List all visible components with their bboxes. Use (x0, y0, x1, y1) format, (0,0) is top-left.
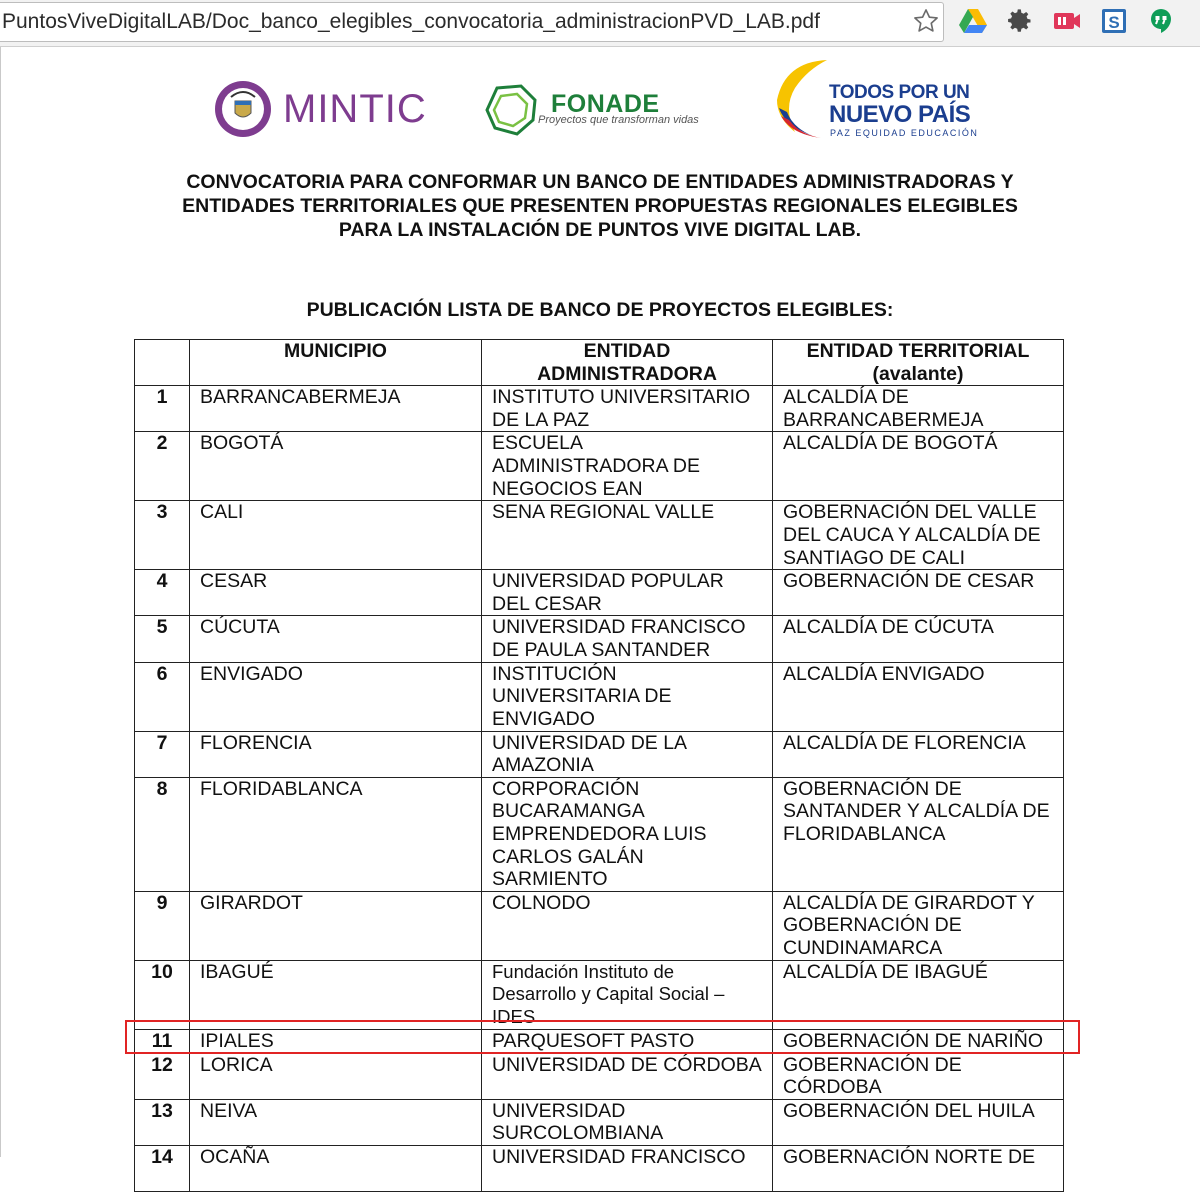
row-number: 4 (135, 570, 190, 616)
table-row (135, 386, 1064, 432)
star-icon[interactable] (911, 6, 941, 36)
table-row (135, 1029, 1064, 1053)
entidad-territorial-cell: ALCALDÍA DE FLORENCIA (773, 731, 1064, 777)
entidad-administradora-cell: UNIVERSIDAD DE LA AMAZONIA (482, 731, 773, 777)
url-text: PuntosViveDigitalLAB/Doc_banco_elegibles_convocatoria_administracionPVD_LAB.pdf (2, 10, 820, 33)
row-number: 13 (135, 1099, 190, 1145)
tpnp-logo-line1: TODOS POR UN (829, 82, 970, 103)
table-row (135, 960, 1064, 1029)
header-number (135, 340, 190, 386)
entidad-administradora-cell: COLNODO (482, 891, 773, 960)
tpnp-logo-line2: NUEVO PAÍS (829, 101, 971, 128)
eligible-projects-table (134, 339, 1064, 1192)
table-row (135, 616, 1064, 662)
header-municipio: MUNICIPIO (190, 340, 482, 386)
row-number: 6 (135, 662, 190, 731)
entidad-administradora-cell: UNIVERSIDAD FRANCISCO DE PAULA SANTANDER (482, 616, 773, 662)
entidad-territorial-cell: ALCALDÍA DE IBAGUÉ (773, 960, 1064, 1029)
fonade-tagline: Proyectos que transforman vidas (538, 114, 699, 126)
screencast-icon[interactable] (1052, 6, 1082, 36)
entidad-territorial-cell: GOBERNACIÓN DE CÓRDOBA (773, 1053, 1064, 1099)
entidad-territorial-cell: ALCALDÍA DE GIRARDOT Y GOBERNACIÓN DE CUNDINAMARCA (773, 891, 1064, 960)
municipio-cell: FLORIDABLANCA (190, 777, 482, 891)
entidad-administradora-cell: INSTITUTO UNIVERSITARIO DE LA PAZ (482, 386, 773, 432)
gear-icon[interactable] (1005, 6, 1035, 36)
entidad-administradora-cell: UNIVERSIDAD POPULAR DEL CESAR (482, 570, 773, 616)
table-row (135, 731, 1064, 777)
municipio-cell: IPIALES (190, 1029, 482, 1053)
entidad-administradora-cell: ESCUELA ADMINISTRADORA DE NEGOCIOS EAN (482, 432, 773, 501)
table-row (135, 1053, 1064, 1099)
municipio-cell: FLORENCIA (190, 731, 482, 777)
entidad-territorial-cell: ALCALDÍA DE CÚCUTA (773, 616, 1064, 662)
row-number: 2 (135, 432, 190, 501)
municipio-cell: CÚCUTA (190, 616, 482, 662)
table-row (135, 570, 1064, 616)
table-row (135, 1099, 1064, 1145)
municipio-cell: IBAGUÉ (190, 960, 482, 1029)
row-number: 3 (135, 501, 190, 570)
colombia-seal-icon (211, 79, 277, 139)
municipio-cell: GIRARDOT (190, 891, 482, 960)
browser-toolbar (0, 0, 1200, 47)
hangouts-icon[interactable] (1146, 6, 1176, 36)
municipio-cell: ENVIGADO (190, 662, 482, 731)
municipio-cell: NEIVA (190, 1099, 482, 1145)
entidad-administradora-cell: UNIVERSIDAD DE CÓRDOBA (482, 1053, 773, 1099)
fonade-logo-text: FONADE (551, 90, 660, 118)
header-entidad-territorial: ENTIDAD TERRITORIAL (avalante) (773, 340, 1064, 386)
entidad-territorial-cell: GOBERNACIÓN DEL VALLE DEL CAUCA Y ALCALDÍA DE SANTIAGO DE CALI (773, 501, 1064, 570)
entidad-territorial-cell: GOBERNACIÓN DEL HUILA (773, 1099, 1064, 1145)
google-drive-icon[interactable] (958, 6, 988, 36)
entidad-administradora-cell: SENA REGIONAL VALLE (482, 501, 773, 570)
entidad-territorial-cell: ALCALDÍA DE BARRANCABERMEJA (773, 386, 1064, 432)
entidad-administradora-cell: UNIVERSIDAD FRANCISCO (482, 1145, 773, 1191)
row-number: 1 (135, 386, 190, 432)
tpnp-logo-line3: PAZ EQUIDAD EDUCACIÓN (830, 128, 979, 138)
municipio-cell: LORICA (190, 1053, 482, 1099)
address-bar[interactable] (0, 2, 944, 42)
table-row (135, 777, 1064, 891)
row-number: 10 (135, 960, 190, 1029)
entidad-territorial-cell: GOBERNACIÓN DE SANTANDER Y ALCALDÍA DE FLORIDABLANCA (773, 777, 1064, 891)
table-row (135, 1145, 1064, 1191)
municipio-cell: BOGOTÁ (190, 432, 482, 501)
row-number: 12 (135, 1053, 190, 1099)
entidad-administradora-cell: INSTITUCIÓN UNIVERSITARIA DE ENVIGADO (482, 662, 773, 731)
row-number: 14 (135, 1145, 190, 1191)
todos-por-un-nuevo-pais-swoosh-icon (771, 56, 831, 140)
municipio-cell: CESAR (190, 570, 482, 616)
table-row (135, 891, 1064, 960)
mintic-logo-text: MINTIC (283, 87, 427, 131)
fonade-map-icon (483, 82, 541, 138)
municipio-cell: BARRANCABERMEJA (190, 386, 482, 432)
entidad-administradora-cell: UNIVERSIDAD SURCOLOMBIANA (482, 1099, 773, 1145)
entidad-territorial-cell: GOBERNACIÓN DE CESAR (773, 570, 1064, 616)
entidad-administradora-cell: Fundación Instituto de Desarrollo y Capital Social – IDES (482, 960, 773, 1029)
s-extension-icon[interactable] (1099, 6, 1129, 36)
row-number: 11 (135, 1029, 190, 1053)
table-row (135, 662, 1064, 731)
row-number: 5 (135, 616, 190, 662)
svg-text:S: S (1108, 13, 1120, 32)
row-number: 9 (135, 891, 190, 960)
entidad-territorial-cell: GOBERNACIÓN DE NARIÑO (773, 1029, 1064, 1053)
entidad-administradora-cell: CORPORACIÓN BUCARAMANGA EMPRENDEDORA LUIS CARLOS GALÁN SARMIENTO (482, 777, 773, 891)
table-row (135, 501, 1064, 570)
entidad-administradora-cell: PARQUESOFT PASTO (482, 1029, 773, 1053)
entidad-territorial-cell: ALCALDÍA DE BOGOTÁ (773, 432, 1064, 501)
document-title-line-3: PARA LA INSTALACIÓN DE PUNTOS VIVE DIGITAL LAB. (338, 219, 862, 241)
table-header-row (135, 340, 1064, 386)
row-number: 7 (135, 731, 190, 777)
municipio-cell: OCAÑA (190, 1145, 482, 1191)
row-number: 8 (135, 777, 190, 891)
document-subtitle: PUBLICACIÓN LISTA DE BANCO DE PROYECTOS ELEGIBLES: (306, 299, 894, 321)
municipio-cell: CALI (190, 501, 482, 570)
header-entidad-administradora: ENTIDAD ADMINISTRADORA (482, 340, 773, 386)
table-row (135, 432, 1064, 501)
entidad-territorial-cell: ALCALDÍA ENVIGADO (773, 662, 1064, 731)
entidad-territorial-cell: GOBERNACIÓN NORTE DE (773, 1145, 1064, 1191)
document-title-line-2: ENTIDADES TERRITORIALES QUE PRESENTEN PROPUESTAS REGIONALES ELEGIBLES (182, 195, 1018, 217)
document-title-line-1: CONVOCATORIA PARA CONFORMAR UN BANCO DE ENTIDADES ADMINISTRADORAS Y (186, 171, 1014, 193)
